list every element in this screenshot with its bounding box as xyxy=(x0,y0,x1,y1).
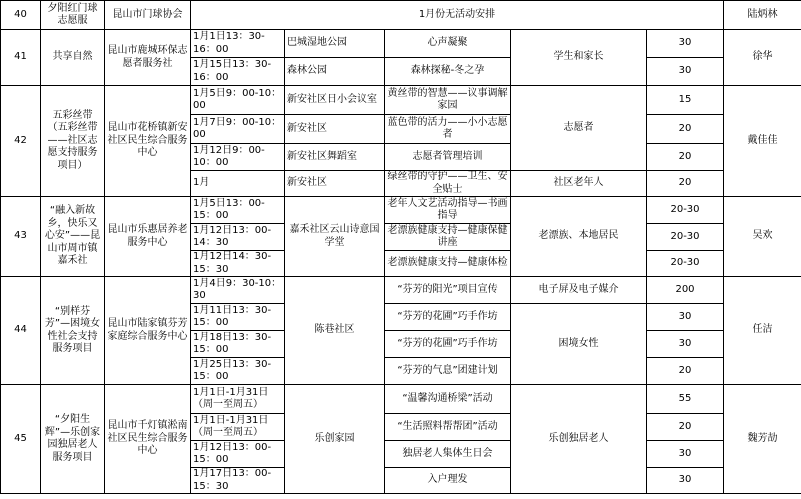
row-number: 42 xyxy=(1,86,41,197)
activity-time: 1月12日13：00-14：30 xyxy=(191,224,285,251)
table-row xyxy=(1,86,801,115)
contact-name: 戴佳佳 xyxy=(724,86,801,197)
participant-count: 30 xyxy=(647,468,724,494)
organization: 昆山市乐惠居养老服务中心 xyxy=(105,197,191,277)
activity-place: 嘉禾社区云山诗意国学堂 xyxy=(285,197,385,277)
activity-title: “生活照料帮帮团”活动 xyxy=(385,414,511,441)
target-group: 学生和家长 xyxy=(511,30,647,86)
activity-time: 1月25日13：30-15：00 xyxy=(191,358,285,385)
activity-title: 老年人文艺活动指导—书画指导 xyxy=(385,197,511,224)
activity-time: 1月1日-1月31日（周一至周五） xyxy=(191,385,285,414)
target-group: 乐创独居老人 xyxy=(511,385,647,494)
activity-place: 森林公园 xyxy=(285,58,385,86)
participant-count: 20 xyxy=(647,171,724,197)
activity-title: 独居老人集体生日会 xyxy=(385,441,511,468)
activity-time: 1月17日13：00-15：30 xyxy=(191,468,285,494)
target-group: 老漂族、本地居民 xyxy=(511,197,647,277)
participant-count: 30 xyxy=(647,304,724,331)
project-name: “夕阳生辉”—乐创家园独居老人服务项目 xyxy=(41,385,105,494)
activity-time: 1月 xyxy=(191,171,285,197)
contact-name: 任洁 xyxy=(724,277,801,385)
contact-name: 徐华 xyxy=(724,30,801,86)
project-name: 夕阳红门球志愿服 xyxy=(41,1,105,30)
participant-count: 30 xyxy=(647,30,724,58)
participant-count: 55 xyxy=(647,385,724,414)
activity-title: 蓝色带的活力——小小志愿者 xyxy=(385,115,511,144)
activity-time: 1月1日-1月31日（周一至周五） xyxy=(191,414,285,441)
contact-name: 魏芳劼 xyxy=(724,385,801,494)
activity-place: 乐创家园 xyxy=(285,385,385,494)
activity-place: 新安社区舞蹈室 xyxy=(285,144,385,171)
target-group: 电子屏及电子媒介 xyxy=(511,277,647,304)
activity-title: 志愿者管理培训 xyxy=(385,144,511,171)
participant-count: 20 xyxy=(647,358,724,385)
activity-time: 1月4日9：30-10：30 xyxy=(191,277,285,304)
row-number: 41 xyxy=(1,30,41,86)
participant-count: 20-30 xyxy=(647,197,724,224)
table-row xyxy=(1,277,801,304)
participant-count: 20 xyxy=(647,144,724,171)
activity-place: 陈巷社区 xyxy=(285,277,385,385)
activity-title: 心声凝聚 xyxy=(385,30,511,58)
activity-time: 1月1日13：30-16：00 xyxy=(191,30,285,58)
project-name: 五彩丝带（五彩丝带——社区志愿支持服务项目） xyxy=(41,86,105,197)
activity-title: “芬芳的花圃”巧手作坊 xyxy=(385,304,511,331)
activity-title: “芬芳的阳光”项目宣传 xyxy=(385,277,511,304)
organization: 昆山市门球协会 xyxy=(105,1,191,30)
activity-title: 黄丝带的智慧——议事调解家园 xyxy=(385,86,511,115)
no-activity-note: 1月份无活动安排 xyxy=(191,1,724,30)
activity-place: 巴城湿地公园 xyxy=(285,30,385,58)
row-number: 40 xyxy=(1,1,41,30)
activity-time: 1月7日9：00-10：00 xyxy=(191,115,285,144)
activity-time: 1月12日13：00-15：00 xyxy=(191,441,285,468)
organization: 昆山市千灯镇淞南社区民生综合服务中心 xyxy=(105,385,191,494)
organization: 昆山市花桥镇新安社区民生综合服务中心 xyxy=(105,86,191,197)
participant-count: 15 xyxy=(647,86,724,115)
table-row xyxy=(1,30,801,58)
table-row xyxy=(1,197,801,224)
activity-title: 老漂族健康支持—健康体检 xyxy=(385,251,511,277)
table-row xyxy=(1,385,801,414)
target-group: 社区老年人 xyxy=(511,171,647,197)
activity-title: 森林探秘-冬之孕 xyxy=(385,58,511,86)
participant-count: 20-30 xyxy=(647,224,724,251)
project-name: 共享自然 xyxy=(41,30,105,86)
participant-count: 30 xyxy=(647,441,724,468)
target-group: 志愿者 xyxy=(511,86,647,171)
participant-count: 20 xyxy=(647,115,724,144)
activity-time: 1月15日13：30-16：00 xyxy=(191,58,285,86)
activity-title: 绿丝带的守护——卫生、安全贴士 xyxy=(385,171,511,197)
activity-place: 新安社区 xyxy=(285,115,385,144)
row-number: 44 xyxy=(1,277,41,385)
participant-count: 20 xyxy=(647,414,724,441)
project-name: “融入新故乡，快乐又心安”——昆山市周市镇嘉禾社 xyxy=(41,197,105,277)
activity-place: 新安社区日小会议室 xyxy=(285,86,385,115)
organization: 昆山市陆家镇芬芳家庭综合服务中心 xyxy=(105,277,191,385)
project-name: “别样芬芳”—困境女性社会支持服务项目 xyxy=(41,277,105,385)
activity-time: 1月12日14：30-15：30 xyxy=(191,251,285,277)
participant-count: 200 xyxy=(647,277,724,304)
activity-time: 1月5日13：00-15：00 xyxy=(191,197,285,224)
row-number: 45 xyxy=(1,385,41,494)
target-group: 困境女性 xyxy=(511,304,647,385)
activity-place: 新安社区 xyxy=(285,171,385,197)
participant-count: 30 xyxy=(647,331,724,358)
activity-time: 1月18日13：30-15：00 xyxy=(191,331,285,358)
activity-title: 老漂族健康支持—健康保健讲座 xyxy=(385,224,511,251)
activity-time: 1月5日9：00-10：00 xyxy=(191,86,285,115)
activity-title: “温馨沟通桥梁”活动 xyxy=(385,385,511,414)
organization: 昆山市鹿城环保志愿者服务社 xyxy=(105,30,191,86)
participant-count: 20-30 xyxy=(647,251,724,277)
activity-title: 入户理发 xyxy=(385,468,511,494)
row-number: 43 xyxy=(1,197,41,277)
activity-time: 1月12日9：00-10：00 xyxy=(191,144,285,171)
activity-time: 1月11日13：30-15：00 xyxy=(191,304,285,331)
activity-title: “芬芳的花圃”巧手作坊 xyxy=(385,331,511,358)
activity-title: “芬芳的气息”团建计划 xyxy=(385,358,511,385)
contact-name: 吴欢 xyxy=(724,197,801,277)
contact-name: 陆炳林 xyxy=(724,1,801,30)
table-row xyxy=(1,1,801,30)
participant-count: 30 xyxy=(647,58,724,86)
